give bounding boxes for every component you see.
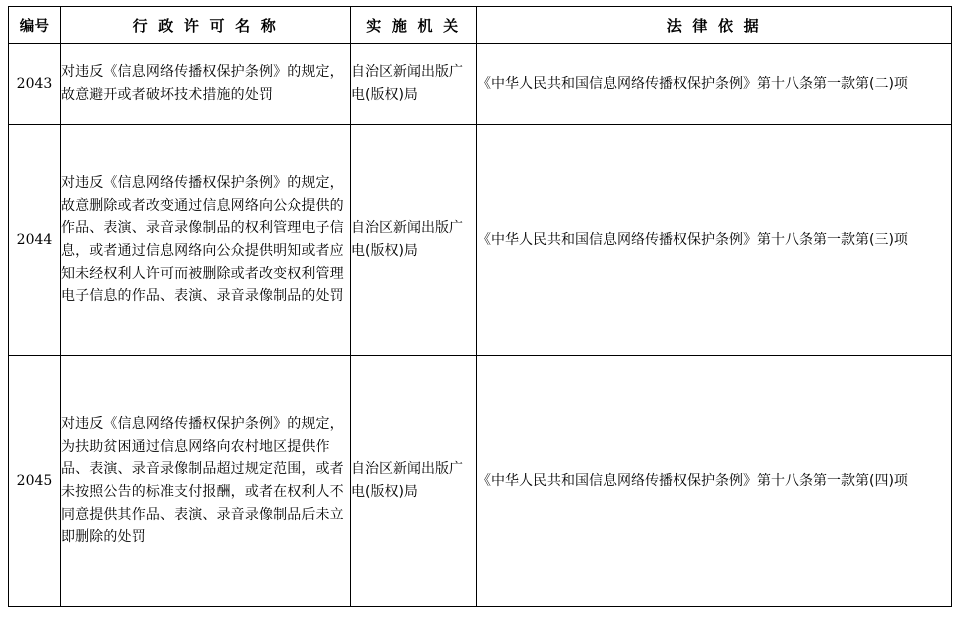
cell-permit-name: 对违反《信息网络传播权保护条例》的规定，故意避开或者破坏技术措施的处罚 xyxy=(61,44,351,125)
cell-legal-basis: 《中华人民共和国信息网络传播权保护条例》第十八条第一款第(二)项 xyxy=(477,44,952,125)
column-header-number: 编号 xyxy=(9,7,61,44)
column-header-implementing-organ: 实 施 机 关 xyxy=(351,7,477,44)
cell-number: 2045 xyxy=(9,356,61,607)
table-row xyxy=(9,44,952,125)
cell-number: 2044 xyxy=(9,125,61,356)
cell-legal-basis: 《中华人民共和国信息网络传播权保护条例》第十八条第一款第(四)项 xyxy=(477,356,952,607)
table-header xyxy=(9,7,952,44)
cell-implementing-organ: 自治区新闻出版广电(版权)局 xyxy=(351,356,477,607)
table-header-row xyxy=(9,7,952,44)
administrative-permit-table xyxy=(8,6,952,607)
column-header-permit-name: 行 政 许 可 名 称 xyxy=(61,7,351,44)
column-header-legal-basis: 法 律 依 据 xyxy=(477,7,952,44)
cell-legal-basis: 《中华人民共和国信息网络传播权保护条例》第十八条第一款第(三)项 xyxy=(477,125,952,356)
table-body xyxy=(9,44,952,607)
cell-permit-name: 对违反《信息网络传播权保护条例》的规定，故意删除或者改变通过信息网络向公众提供的作品、表演、录音录像制品的权利管理电子信息，或者通过信息网络向公众提供明知或者应知未经权利人许可而被删除或者改变权利管理电子信息的作品、表演、录音录像制品的处罚 xyxy=(61,125,351,356)
table-row xyxy=(9,125,952,356)
document-page xyxy=(0,6,965,639)
cell-number: 2043 xyxy=(9,44,61,125)
cell-implementing-organ: 自治区新闻出版广电(版权)局 xyxy=(351,44,477,125)
cell-permit-name: 对违反《信息网络传播权保护条例》的规定，为扶助贫困通过信息网络向农村地区提供作品、表演、录音录像制品超过规定范围，或者未按照公告的标准支付报酬，或者在权利人不同意提供其作品、表演、录音录像制品后未立即删除的处罚 xyxy=(61,356,351,607)
table-row xyxy=(9,356,952,607)
cell-implementing-organ: 自治区新闻出版广电(版权)局 xyxy=(351,125,477,356)
